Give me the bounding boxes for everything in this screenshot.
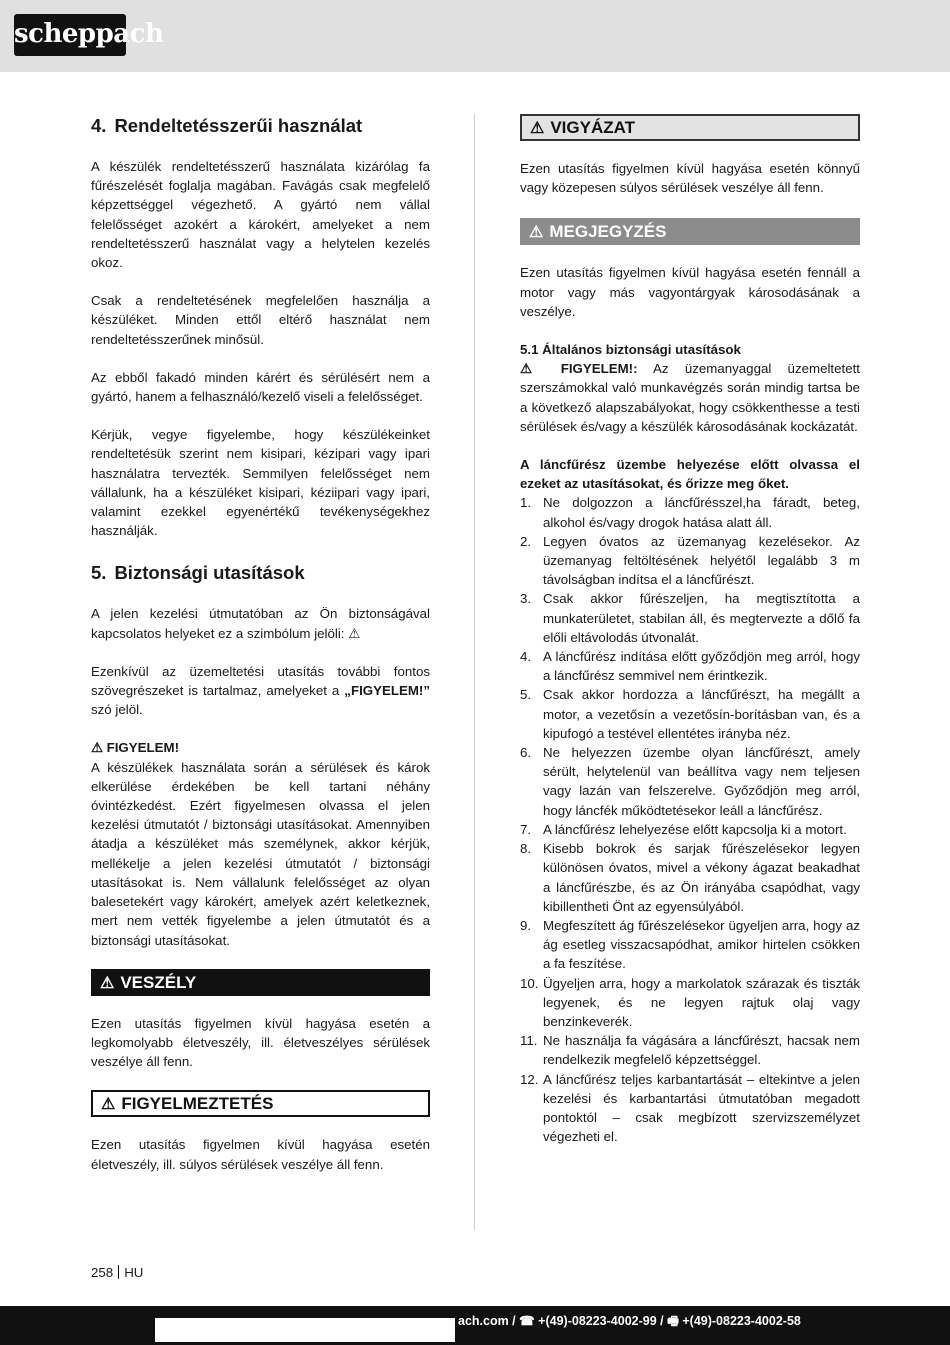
list-item: 7. A láncfűrész lehelyezése előtt kapcsolja ki a motort. xyxy=(520,821,847,837)
caution-box: ⚠ VIGYÁZAT xyxy=(520,114,860,141)
notice-box: ⚠ MEGJEGYZÉS xyxy=(520,218,860,245)
list-item: 5. Csak akkor hordozza a láncfűrészt, ha megállt a motor, a vezetősín a vezetősín-borításban van, és a kipufogó a testével ellentétes irányba néz. xyxy=(520,687,860,741)
section-5-heading: 5. Biztonsági utasítások xyxy=(91,562,305,584)
caution-text: Ezen utasítás figyelmen kívül hagyása esetén könnyű vagy közepesen súlyos sérülések veszélye áll fenn. xyxy=(520,161,860,196)
page-separator xyxy=(118,1265,119,1279)
warning-triangle-icon: ⚠ xyxy=(529,224,544,242)
footer-contact: ach.com / ☎ +(49)-08223-4002-99 / 🖷 +(49)-08223-4002-58 xyxy=(458,1314,801,1328)
section-5-1-attention: ⚠ FIGYELEM!: Az üzemanyaggal üzemeltetett szerszámokkal való munkavégzés során mindig tartsa be a következő alapszabályokat, hogy csökkenthesse a testi sérülések és/vagy a készülék károsodásának kockázatát. xyxy=(520,361,860,434)
section-4-paragraph: Az ebből fakadó minden kárért és sérülésért nem a gyártó, hanem a felhasználó/kezelő viseli a felelősséget. xyxy=(91,369,430,405)
section-4-heading: 4. Rendeltetésszerűi használat xyxy=(91,115,363,136)
section-5-intro-2: Ezenkívül az üzemeltetési utasítás további fontos szövegrészeket is tartalmaz, amelyeket a „FIGYELEM!” szó jelöl. xyxy=(91,663,430,718)
warning-box: ⚠ FIGYELMEZTETÉS xyxy=(91,1090,430,1117)
safety-rules-list xyxy=(520,493,860,1146)
footer-overlay xyxy=(155,1318,455,1342)
danger-text: Ezen utasítás figyelmen kívül hagyása esetén a legkomolyabb életveszély, ill. életveszélyes sérülések veszélye áll fenn. xyxy=(91,1015,430,1070)
warning-triangle-icon: ⚠ xyxy=(101,1096,116,1114)
section-4-paragraph: Kérjük, vegye figyelembe, hogy készülékeinket rendeltetésük szerint nem kisipari, kézipari vagy ipari használatra tervezték. Semmilyen felelősséget nem vállalunk, ha a készüléket kisipari, kéziipari vagy ipari, valamint ezekkel egyenértékű tevékenységekhez használják. xyxy=(91,427,430,539)
notice-text: Ezen utasítás figyelmen kívül hagyása esetén fennáll a motor vagy más vagyontárgyak károsodásának a veszélye. xyxy=(520,265,860,319)
warning-triangle-icon: ⚠ xyxy=(530,120,545,137)
section-4-paragraph: Csak a rendeltetésének megfelelően használja a készüléket. Minden ettől eltérő használat nem rendeltetésszerűnek minősül. xyxy=(91,293,430,347)
list-item: 9. Megfeszített ág fűrészelésekor ügyeljen arra, hogy az ág esetleg visszacsapódhat, amikor hirtelen csökken a fa feszítése. xyxy=(520,917,860,972)
attention-text: A készülékek használata során a sérülések és károk elkerülése érdekében be kell tartani néhány óvintézkedést. Ezért figyelmesen olvassa el jelen kezelési útmutatót / biztonsági utasításokat. Amennyiben átadja a készüléket más személynek, akkor kérjük, mellékelje a jelen kezelési útmutatót / biztonsági utasításokat is. Nem vállalunk felelősséget az olyan balesetekért vagy károkért, amelyek azért keletkeznek, mert nem vették figyelembe a jelen útmutatót és a biztonsági utasításokat. xyxy=(91,759,430,948)
attention-heading: ⚠ FIGYELEM! xyxy=(91,740,180,756)
warning-text: Ezen utasítás figyelmen kívül hagyása esetén életveszély, ill. súlyos sérülések veszélye áll fenn. xyxy=(91,1137,430,1172)
list-item: 11. Ne használja fa vágására a láncfűrészt, hacsak nem rendelkezik megfelelő képzettséggel. xyxy=(520,1033,860,1068)
section-4-paragraph: A készülék rendeltetésszerű használata kizárólag fa fűrészelését foglalja magában. Favágás csak megfelelő képzettséggel végezhető. A gyártó nem vállal felelősséget azokért a károkért, amelyeket a nem rendeltetésszerű használat vagy a helytelen kezelés okoz. xyxy=(91,159,430,271)
list-item: 2. Legyen óvatos az üzemanyag kezelésekor. Az üzemanyag feltöltésének helyétől legalább 3 m távolságban indítsa el a láncfűrészt. xyxy=(520,533,860,588)
left-column xyxy=(91,114,430,1174)
section-5-intro: A jelen kezelési útmutatóban az Ön biztonságával kapcsolatos helyeket ez a szimbólum jelöli: ⚠ xyxy=(91,606,430,641)
page-number: 258 HU xyxy=(91,1265,144,1280)
section-5-1-heading: 5.1 Általános biztonsági utasítások xyxy=(520,342,741,358)
right-column xyxy=(520,114,860,1146)
list-item: 8. Kisebb bokrok és sarjak fűrészelésekor legyen különösen óvatos, mivel a vékony ágazat beakadhat a láncfűrészbe, és az Ön irányába csapódhat, vagy kibillentheti Önt az egyensúlyából. xyxy=(520,841,860,914)
list-item: 6. Ne helyezzen üzembe olyan láncfűrészt, amely sérült, helytelenül van beállítva vagy nem teljesen vagy lazán van felszerelve. Győződjön meg arról, hogy láncfék működtetésekor leáll a láncfűrész. xyxy=(520,745,860,818)
list-item: 4. A láncfűrész indítása előtt győződjön meg arról, hogy a láncfűrész semmivel nem érintkezik. xyxy=(520,649,860,684)
list-item: 1. Ne dolgozzon a láncfűrésszel,ha fáradt, beteg, alkohol és/vagy drogok hatása alatt áll. xyxy=(520,495,860,530)
list-item: 3. Csak akkor fűrészeljen, ha megtisztította a munkaterületet, stabilan áll, és megtervezte a dőlő fa előli eltávolodás útvonalát. xyxy=(520,591,860,645)
list-item: 10. Ügyeljen arra, hogy a markolatok szárazak és tiszták legyenek, és ne legyen rajtuk olaj vagy benzinkeverék. xyxy=(520,975,860,1029)
list-item: 12. A láncfűrész teljes karbantartását – eltekintve a jelen kezelési és karbantartási útmutatóban megadott pontoktól – csak megbízott szervizszemélyzet végezheti el. xyxy=(520,1071,860,1145)
scheppach-logo: scheppach xyxy=(14,14,126,56)
warning-triangle-icon: ⚠ xyxy=(100,974,115,992)
danger-box: ⚠ VESZÉLY xyxy=(91,969,430,996)
read-instructions-heading: A láncfűrész üzembe helyezése előtt olvassa el ezeket az utasításokat, és őrizze meg őket. xyxy=(520,457,860,492)
column-divider xyxy=(474,114,475,1230)
